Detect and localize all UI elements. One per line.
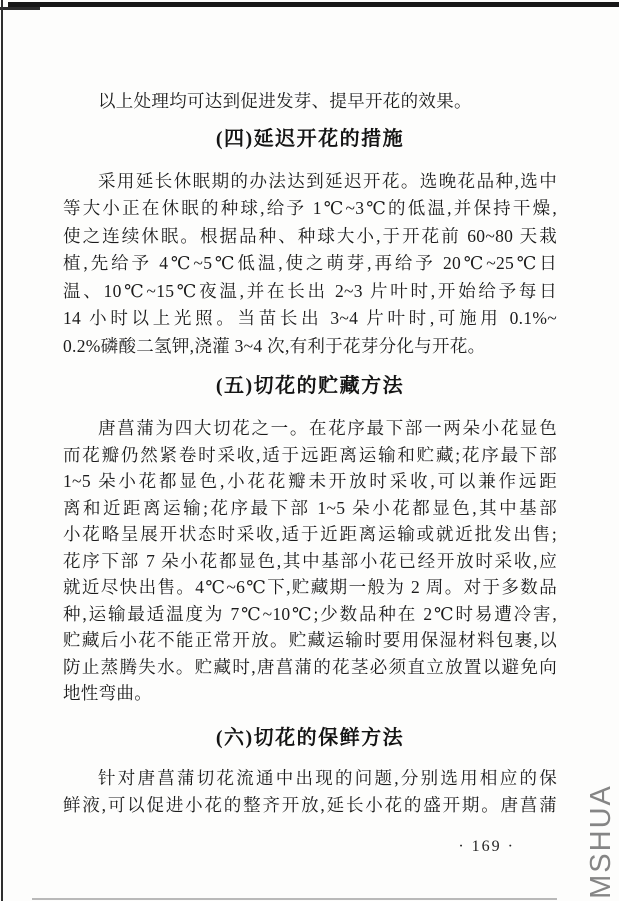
text-line: 花序下部 7 朵小花都显色,其中基部小花已经开放时采收,应 xyxy=(63,550,557,571)
text-line: 使之连续休眠。根据品种、种球大小,于开花前 60~80 天栽 xyxy=(63,225,557,246)
section-heading-cutflower-storage: (五)切花的贮藏方法 xyxy=(215,375,405,397)
page-number: · 169 · xyxy=(458,837,515,855)
paragraph-cutflower-storage xyxy=(63,415,557,707)
watermark: MSHUA xyxy=(584,784,617,899)
text-line: 1~5 朵小花都显色,小花花瓣未开放时采收,可以兼作远距 xyxy=(63,471,557,491)
scan-edge-top-dash xyxy=(0,7,40,10)
text-line: 唐菖蒲为四大切花之一。在花序最下部一两朵小花显色 xyxy=(98,418,557,438)
text-line: 0.2%磷酸二氢钾,浇灌 3~4 次,有利于花芽分化与开花。 xyxy=(63,335,486,356)
text-line: 而花瓣仍然紧卷时采收,适于远距离运输和贮藏;花序最下部 xyxy=(63,444,557,465)
text-line: 地性弯曲。 xyxy=(63,683,152,703)
text-line: 针对唐菖蒲切花流通中出现的问题,分别选用相应的保 xyxy=(98,767,557,788)
text-line: 贮藏后小花不能正常开放。贮藏运输时要用保湿材料包裹,以 xyxy=(63,630,557,650)
text-line: 鲜液,可以促进小花的整齐开放,延长小花的盛开期。唐菖蒲 xyxy=(63,794,557,815)
section-heading-delay-flowering: (四)延迟开花的措施 xyxy=(215,127,405,150)
text-line: 离和近距离运输;花序最下部 1~5 朵小花都显色,其中基部 xyxy=(63,497,557,518)
paragraph-delay-flowering xyxy=(63,168,557,361)
text-line: 温、10℃~15℃夜温,并在长出 2~3 片叶时,开始给予每日 xyxy=(63,280,557,301)
text-line: 等大小正在休眠的种球,给予 1℃~3℃的低温,并保持干燥, xyxy=(63,198,557,218)
scan-edge-bottom xyxy=(32,898,557,900)
scan-edge-left xyxy=(1,0,3,901)
section-heading-cutflower-preservation: (六)切花的保鲜方法 xyxy=(215,726,405,749)
text-line: 就近尽快出售。4℃~6℃下,贮藏期一般为 2 周。对于多数品 xyxy=(63,577,557,597)
intro-paragraph: 以上处理均可达到促进发芽、提早开花的效果。 xyxy=(98,91,472,111)
text-line: 14 小时以上光照。当苗长出 3~4 片叶时,可施用 0.1%~ xyxy=(63,308,557,328)
text-line: 采用延长休眠期的办法达到延迟开花。选晚花品种,选中 xyxy=(98,170,557,191)
scan-edge-top xyxy=(8,2,619,7)
text-line: 植,先给予 4℃~5℃低温,使之萌芽,再给予 20℃~25℃日 xyxy=(63,253,557,273)
text-line: 种,运输最适温度为 7℃~10℃;少数品种在 2℃时易遭冷害, xyxy=(63,603,557,624)
text-line: 小花略呈展开状态时采收,适于近距离运输或就近批发出售; xyxy=(63,524,557,544)
paragraph-cutflower-preservation xyxy=(63,765,557,819)
text-line: 防止蒸腾失水。贮藏时,唐菖蒲的花茎必须直立放置以避免向 xyxy=(63,656,557,677)
page-content xyxy=(63,88,557,856)
